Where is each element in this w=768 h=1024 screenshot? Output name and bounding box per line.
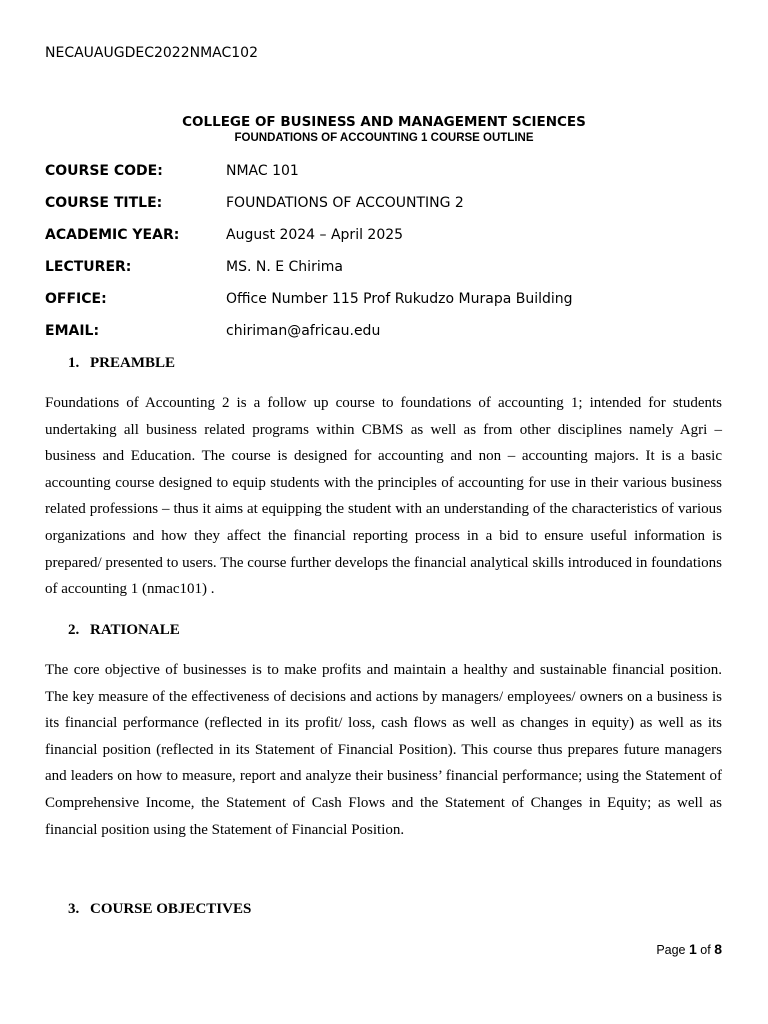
info-label: EMAIL: [45,323,100,339]
document-code: NECAUAUGDEC2022NMAC102 [45,45,259,61]
page-total: 8 [714,941,722,957]
info-value: FOUNDATIONS OF ACCOUNTING 2 [226,195,464,211]
page-word: Page [656,943,686,957]
section-number: 1. [68,355,80,371]
preamble-paragraph: Foundations of Accounting 2 is a follow up course to foundations of accounting 1; intended for students undertaking all business related programs within CBMS as well as from other disciplines namely Agri – business and Education. The course is designed for accounting and non – accounting majors. It is a basic accounting course designed to equip students with the principles of accounting for use in their various business related professions – thus it aims at equipping the student with an understanding of the characteristics of various organizations and how they affect the financial reporting process in a bid to ensure useful information is prepared/ presented to users. The course further develops the financial analytical skills introduced in foundations of accounting 1 (nmac101) . [45,395,722,598]
of-word: of [700,943,711,957]
page-number [656,941,722,957]
section-heading-course-objectives [68,901,251,918]
rationale-paragraph: The core objective of businesses is to make profits and maintain a healthy and sustainable financial position. The key measure of the effectiveness of decisions and actions by managers/ employees/ owners on a business is its financial performance (reflected in its profit/ loss, cash flows as well as changes in equity) as well as its financial position (reflected in its Statement of Financial Position). This course thus prepares future managers and leaders on how to measure, report and analyze their business’ financial performance; using the Statement of Comprehensive Income, the Statement of Cash Flows and the Statement of Changes in Equity; as well as financial position using the Statement of Financial Position. [45,662,722,838]
section-number: 2. [68,622,80,638]
section-title: RATIONALE [90,622,180,638]
info-value: August 2024 – April 2025 [226,227,404,243]
info-label: ACADEMIC YEAR: [45,227,180,243]
college-name: COLLEGE OF BUSINESS AND MANAGEMENT SCIENCES [182,114,586,130]
info-value: NMAC 101 [226,163,299,179]
info-value: chiriman@africau.edu [226,323,381,339]
info-value: MS. N. E Chirima [226,259,343,275]
outline-title: FOUNDATIONS OF ACCOUNTING 1 COURSE OUTLINE [234,132,534,144]
section-title: COURSE OBJECTIVES [90,901,252,917]
info-label: LECTURER: [45,259,132,275]
section-number: 3. [68,901,80,917]
info-value: Office Number 115 Prof Rukudzo Murapa Building [226,291,573,307]
info-label: COURSE CODE: [45,163,163,179]
info-label: COURSE TITLE: [45,195,163,211]
info-label: OFFICE: [45,291,107,307]
section-heading-rationale [68,622,180,639]
section-title: PREAMBLE [90,355,176,371]
section-heading-preamble [68,355,175,372]
page-current: 1 [689,941,697,957]
